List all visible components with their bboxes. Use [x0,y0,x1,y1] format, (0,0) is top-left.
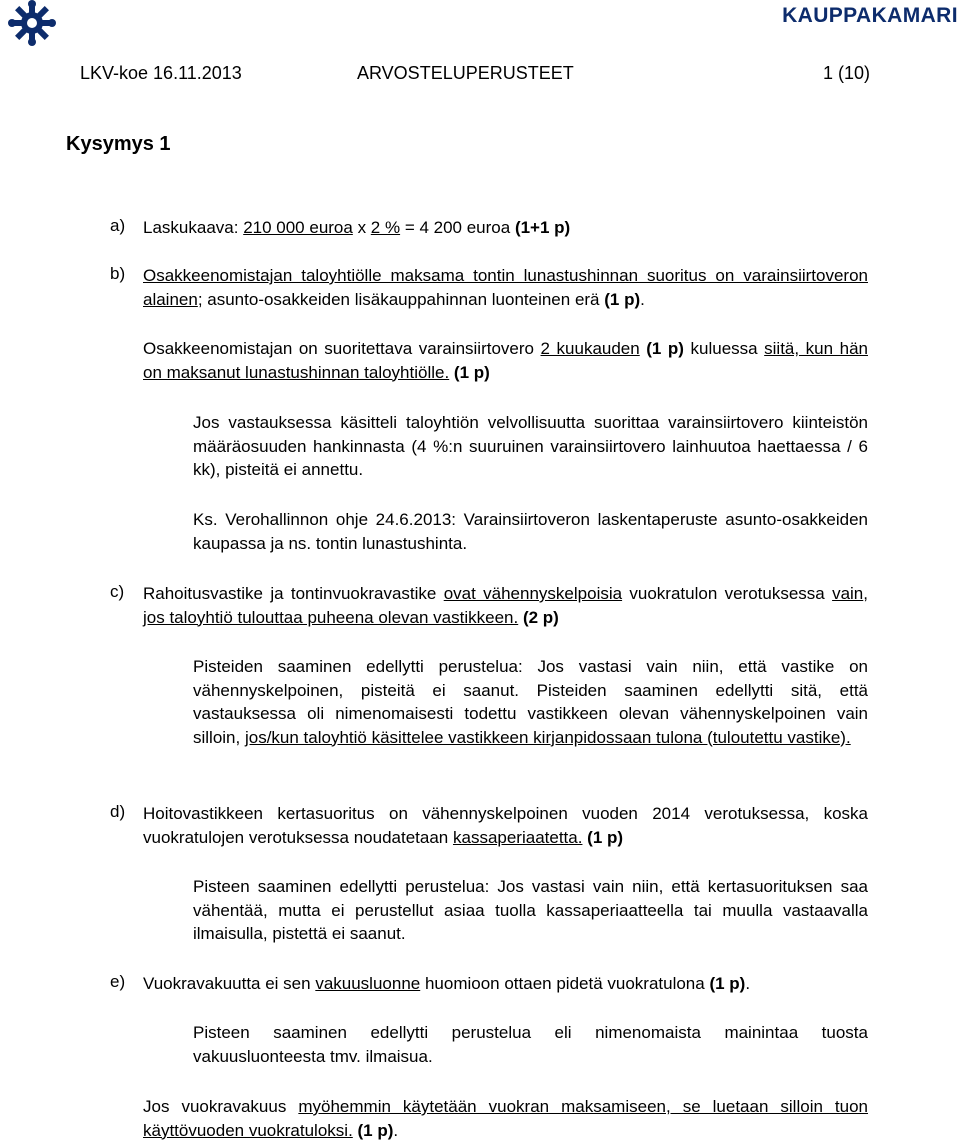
brand-name: KAUPPAKAMARI [782,4,958,27]
header-page: 1 (10) [822,63,870,83]
item-e: Vuokravakuutta ei sen vakuusluonne huomioon ottaen pidetä vuokratulona (1 p). [143,974,751,993]
item-b-note: Jos vastauksessa käsitteli taloyhtiön velvollisuutta suorittaa varainsiirtovero kiinteistön määräosuuden hankinnasta (4 %:n suuruinen varainsiirtovero lainhuutoa haettaessa / 6 kk), pisteitä ei annettu. [193,413,868,479]
item-a: Laskukaava: 210 000 euroa x 2 % = 4 200 euroa (1+1 p) [143,218,571,237]
item-d-label: d) [110,802,126,821]
item-b-label: b) [110,264,126,283]
header-exam: LKV-koe 16.11.2013 [80,63,242,83]
question-title: Kysymys 1 [66,133,171,155]
item-a-label: a) [110,216,126,235]
item-e-later-use: Jos vuokravakuus myöhemmin käytetään vuokran maksamiseen, se luetaan silloin tuon käyttövuoden vuokratuloksi. (1 p). [143,1097,869,1140]
header-title: ARVOSTELUPERUSTEET [357,63,574,83]
item-b: Osakkeenomistajan taloyhtiölle maksama tontin lunastushinnan suoritus on varainsiirtoveron alainen; asunto-osakkeiden lisäkauppahinnan luonteinen erä (1 p). [143,266,868,309]
item-c-note: Pisteiden saaminen edellytti perustelua: Jos vastasi vain niin, että vastike on vähennyskelpoinen, pisteitä ei saanut. Pisteiden saaminen edellytti sitä, että vastauksessa oli nimenomaisesti todettu vastikkeen olevan vähennyskelpoinen vain silloin, jos/kun taloyhtiö käsittelee vastikkeen kirjanpidossaan tulona (tuloutettu vastike). [193,657,868,747]
item-c: Rahoitusvastike ja tontinvuokravastike ovat vähennyskelpoisia vuokratulon verotuksessa vain, jos taloyhtiö tulouttaa puheena olevan vastikkeen. (2 p) [143,584,868,627]
item-e-note: Pisteen saaminen edellytti perustelua eli nimenomaista mainintaa tuosta vakuusluonteesta tmv. ilmaisua. [193,1023,868,1066]
item-e-label: e) [110,972,126,991]
item-c-label: c) [110,582,125,601]
chamber-logo-icon [4,0,60,51]
item-b-deadline: Osakkeenomistajan on suoritettava varainsiirtovero 2 kuukauden (1 p) kuluessa siitä, kun hän on maksanut lunastushinnan taloyhtiölle. (1 p) [143,339,868,382]
item-b-reference: Ks. Verohallinnon ohje 24.6.2013: Varainsiirtoveron laskentaperuste asunto-osakkeiden kaupassa ja ns. tontin lunastushinta. [193,510,868,553]
item-d-note: Pisteen saaminen edellytti perustelua: Jos vastasi vain niin, että kertasuorituksen saa vähentää, mutta ei perustellut asiaa tuolla kassaperiaatteella tai muulla vastaavalla ilmaisulla, pistettä ei saanut. [193,877,868,943]
item-d: Hoitovastikkeen kertasuoritus on vähennyskelpoinen vuoden 2014 verotuksessa, koska vuokratulojen verotuksessa noudatetaan kassaperiaatetta. (1 p) [143,804,868,847]
